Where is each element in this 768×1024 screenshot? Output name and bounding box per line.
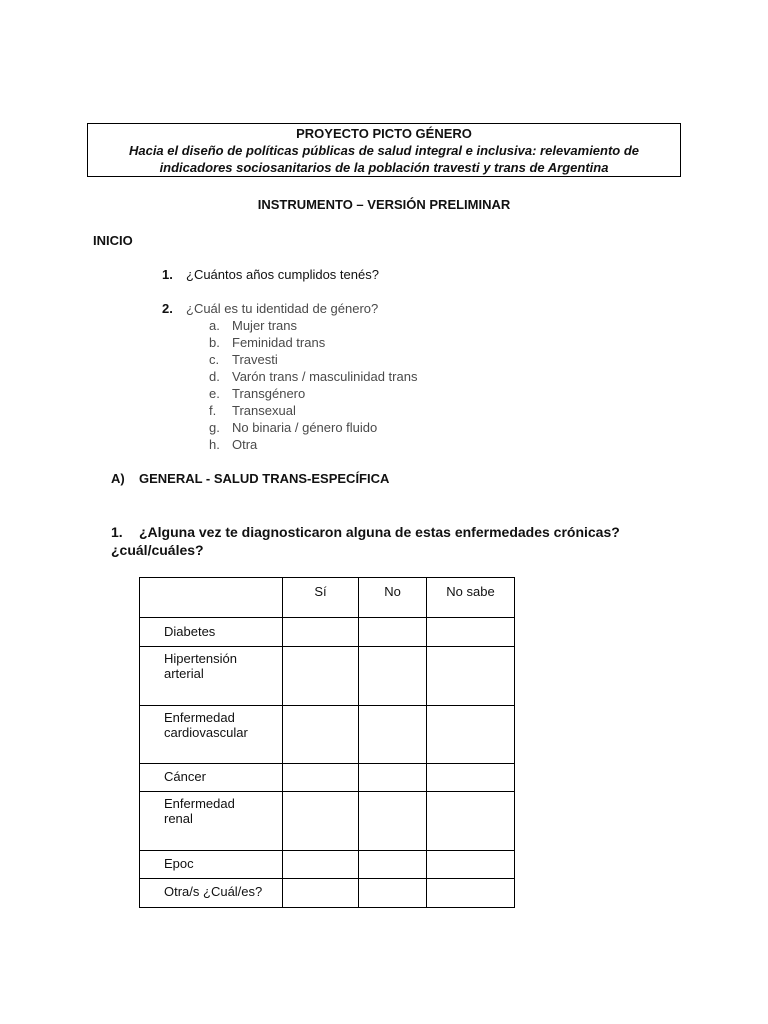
section-a-letter: A) [111, 471, 125, 486]
project-header-box [87, 123, 681, 177]
cell-no[interactable] [359, 647, 427, 706]
option-letter: g. [209, 420, 220, 435]
table-row [140, 618, 515, 647]
table-row [140, 851, 515, 879]
cell-si[interactable] [283, 792, 359, 851]
cell-no[interactable] [359, 879, 427, 908]
row-label-line: Enfermedad [164, 710, 235, 725]
row-label-line: Enfermedad [164, 796, 235, 811]
cell-no-sabe[interactable] [427, 851, 515, 879]
project-title: PROYECTO PICTO GÉNERO [296, 126, 472, 141]
option-text: Transexual [232, 403, 296, 418]
instrument-title: INSTRUMENTO – VERSIÓN PRELIMINAR [257, 197, 511, 212]
question-2-number: 2. [162, 301, 173, 316]
project-subtitle-line-2: indicadores sociosanitarios de la población travesti y trans de Argentina [159, 160, 609, 175]
row-label-line: arterial [164, 666, 204, 681]
row-label-line: Epoc [164, 856, 194, 871]
section-a-question-1-line-2: ¿cuál/cuáles? [111, 542, 204, 558]
table-row [140, 764, 515, 792]
option-text: Feminidad trans [232, 335, 326, 350]
chronic-diseases-table [139, 577, 515, 908]
cell-si[interactable] [283, 706, 359, 764]
cell-si[interactable] [283, 764, 359, 792]
column-header-no: No [359, 578, 427, 618]
row-label-cancer [140, 764, 283, 792]
row-label-line: Cáncer [164, 769, 206, 784]
cell-si[interactable] [283, 647, 359, 706]
cell-no[interactable] [359, 851, 427, 879]
section-a-question-1-line-1: ¿Alguna vez te diagnosticaron alguna de estas enfermedades crónicas? [139, 524, 620, 540]
cell-no[interactable] [359, 792, 427, 851]
row-label-line: renal [164, 811, 193, 826]
cell-si[interactable] [283, 851, 359, 879]
table-row [140, 647, 515, 706]
row-label-cardiovascular [140, 706, 283, 764]
cell-no-sabe[interactable] [427, 618, 515, 647]
section-a-title: GENERAL - SALUD TRANS-ESPECÍFICA [139, 471, 390, 486]
option-letter: h. [209, 437, 220, 452]
column-header-no-sabe: No sabe [427, 578, 515, 618]
cell-si[interactable] [283, 618, 359, 647]
option-text: Transgénero [232, 386, 306, 401]
question-1-number: 1. [162, 267, 173, 282]
option-letter: a. [209, 318, 220, 333]
option-letter: e. [209, 386, 220, 401]
project-subtitle [88, 142, 680, 176]
option-text: Mujer trans [232, 318, 298, 333]
cell-no[interactable] [359, 618, 427, 647]
cell-no[interactable] [359, 764, 427, 792]
table-header-row [140, 578, 515, 618]
question-2-text: ¿Cuál es tu identidad de género? [186, 301, 379, 316]
option-text: Otra [232, 437, 258, 452]
table-row [140, 706, 515, 764]
column-header-si: Sí [283, 578, 359, 618]
cell-no-sabe[interactable] [427, 879, 515, 908]
cell-no-sabe[interactable] [427, 647, 515, 706]
section-a-question-1-number: 1. [111, 524, 123, 540]
row-label-otras [140, 879, 283, 908]
row-label-line: Hipertensión [164, 651, 237, 666]
table-row [140, 879, 515, 908]
cell-no-sabe[interactable] [427, 792, 515, 851]
project-subtitle-line-1: Hacia el diseño de políticas públicas de salud integral e inclusiva: relevamiento de [128, 143, 640, 158]
option-letter: d. [209, 369, 220, 384]
option-text: Travesti [232, 352, 278, 367]
row-label-epoc [140, 851, 283, 879]
table-header-empty [140, 578, 283, 618]
question-1-text: ¿Cuántos años cumplidos tenés? [186, 267, 379, 282]
option-letter: c. [209, 352, 220, 367]
option-text: No binaria / género fluido [232, 420, 378, 435]
option-letter: b. [209, 335, 220, 350]
row-label-hipertension [140, 647, 283, 706]
row-label-line: Otra/s ¿Cuál/es? [164, 884, 263, 899]
option-letter: f. [209, 403, 217, 418]
row-label-line: cardiovascular [164, 725, 248, 740]
row-label-diabetes [140, 618, 283, 647]
cell-no-sabe[interactable] [427, 764, 515, 792]
row-label-renal [140, 792, 283, 851]
cell-si[interactable] [283, 879, 359, 908]
table-row [140, 792, 515, 851]
option-text: Varón trans / masculinidad trans [232, 369, 418, 384]
start-section-heading: INICIO [93, 233, 133, 248]
cell-no[interactable] [359, 706, 427, 764]
cell-no-sabe[interactable] [427, 706, 515, 764]
row-label-line: Diabetes [164, 624, 216, 639]
